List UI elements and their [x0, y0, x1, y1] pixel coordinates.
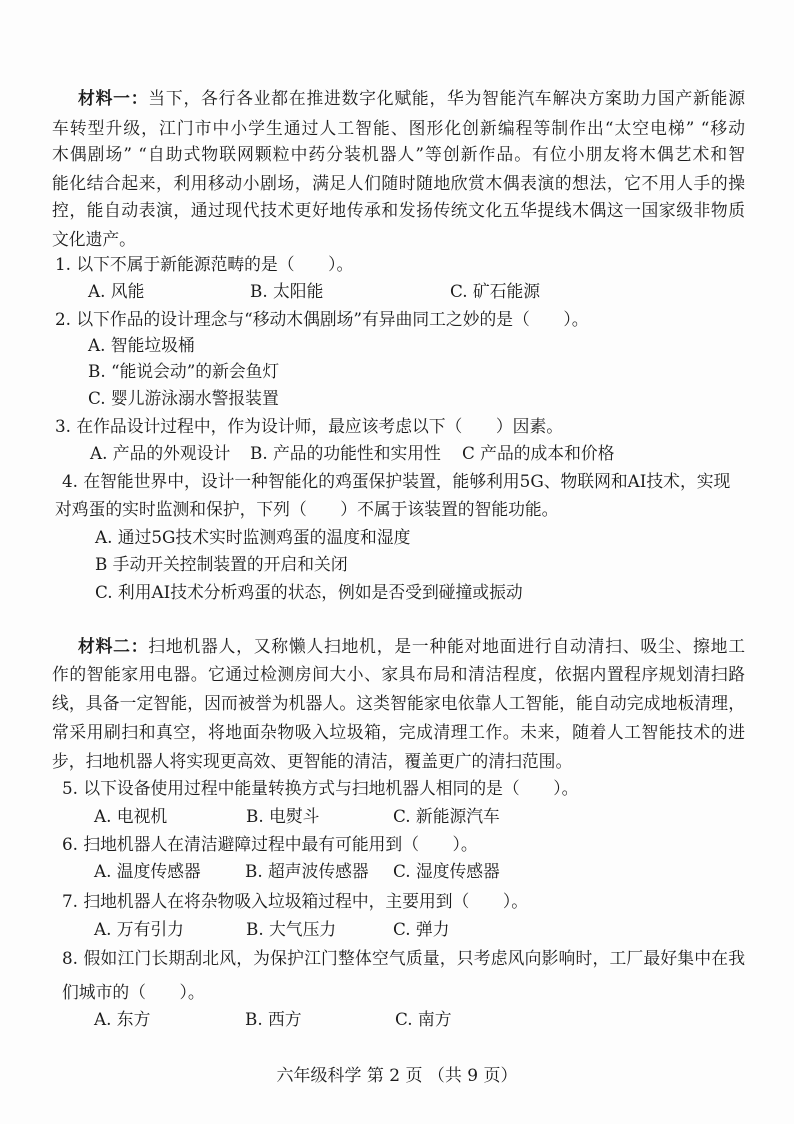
- question-3-option-b: B. 产品的功能性和实用性: [250, 443, 441, 463]
- question-7-option-a: A. 万有引力: [94, 919, 184, 939]
- question-3-option-c: C 产品的成本和价格: [462, 443, 615, 463]
- question-3-stem: 3. 在作品设计过程中，作为设计师，最应该考虑以下（ ）因素。: [55, 416, 564, 436]
- question-2-option-b: B. “能说会动”的新会鱼灯: [88, 361, 280, 381]
- question-1-option-c: C. 矿石能源: [450, 281, 541, 301]
- question-7-option-b: B. 大气压力: [246, 919, 337, 939]
- question-4-stem: 对鸡蛋的实时监测和保护，下列（ ）不属于该装置的智能功能。: [55, 499, 559, 519]
- question-2-option-c: C. 婴儿游泳溺水警报装置: [88, 388, 279, 408]
- question-8-stem: 8. 假如江门长期刮北风，为保护江门整体空气质量，只考虑风向影响时，工厂最好集中在我: [62, 948, 745, 968]
- material-2-text: 扫地机器人，又称懒人扫地机，是一种能对地面进行自动清扫、吸尘、擦地工: [148, 636, 745, 656]
- question-6-option-a: A. 温度传感器: [94, 861, 201, 881]
- question-8-option-a: A. 东方: [94, 1009, 151, 1029]
- question-4-stem: 4. 在智能世界中，设计一种智能化的鸡蛋保护装置，能够利用5G、物联网和AI技术，实现: [62, 471, 731, 491]
- question-2-stem: 2. 以下作品的设计理念与“移动木偶剧场”有异曲同工之妙的是（ ）。: [55, 309, 589, 329]
- material-1-line: [78, 88, 745, 108]
- question-1-option-b: B. 太阳能: [250, 281, 324, 301]
- question-3-option-a: A. 产品的外观设计: [90, 443, 231, 463]
- question-5-option-a: A. 电视机: [94, 806, 168, 826]
- question-2-option-a: A. 智能垃圾桶: [88, 335, 195, 355]
- material-2-label: 材料二：: [78, 636, 149, 656]
- page-footer: 六年级科学 第 2 页 （共 9 页）: [276, 1066, 518, 1086]
- question-6-option-b: B. 超声波传感器: [245, 861, 369, 881]
- material-2-line: 作的智能家用电器。它通过检测房间大小、家具布局和清洁程度，依据内置程序规划清扫路: [52, 664, 745, 684]
- material-2-line: 常采用刷扫和真空，将地面杂物吸入垃圾箱，完成清理工作。未来，随着人工智能技术的进: [52, 722, 745, 742]
- question-7-option-c: C. 弹力: [393, 919, 450, 939]
- question-5-option-c: C. 新能源汽车: [393, 806, 500, 826]
- material-1-label: 材料一：: [78, 88, 149, 108]
- material-2-line: 步，扫地机器人将实现更高效、更智能的清洁，覆盖更广的清扫范围。: [52, 751, 573, 771]
- question-7-stem: 7. 扫地机器人在将杂物吸入垃圾箱过程中，主要用到（ ）。: [62, 891, 529, 911]
- material-1-line: 能化结合起来，利用移动小剧场，满足人们随时随地欣赏木偶表演的想法，它不用人手的操: [52, 173, 745, 193]
- question-4-option-c: C. 利用AI技术分析鸡蛋的状态，例如是否受到碰撞或振动: [95, 582, 523, 602]
- question-4-option-b: B 手动开关控制装置的开启和关闭: [95, 554, 348, 574]
- question-1-stem: 1. 以下不属于新能源范畴的是（ ）。: [55, 254, 354, 274]
- question-4-option-a: A. 通过5G技术实时监测鸡蛋的温度和湿度: [95, 527, 411, 547]
- material-2-line: 线，具备一定智能，因而被誉为机器人。这类智能家电依靠人工智能，能自动完成地板清理，: [52, 693, 745, 713]
- question-8-option-b: B. 西方: [245, 1009, 302, 1029]
- material-1-line: 控，能自动表演，通过现代技术更好地传承和发扬传统文化五华提线木偶这一国家级非物质: [52, 200, 745, 220]
- question-8-stem: 们城市的（ ）。: [62, 982, 205, 1002]
- question-6-option-c: C. 湿度传感器: [393, 861, 500, 881]
- question-8-option-c: C. 南方: [395, 1009, 452, 1029]
- material-2-line: [78, 636, 745, 656]
- material-1-line: 车转型升级，江门市中小学生通过人工智能、图形化创新编程等制作出“太空电梯” “移动: [52, 118, 745, 138]
- question-1-option-a: A. 风能: [88, 281, 145, 301]
- question-5-option-b: B. 电熨斗: [246, 806, 320, 826]
- question-6-stem: 6. 扫地机器人在清洁避障过程中最有可能用到（ ）。: [62, 834, 478, 854]
- question-5-stem: 5. 以下设备使用过程中能量转换方式与扫地机器人相同的是（ ）。: [62, 778, 579, 798]
- material-1-text: 当下，各行各业都在推进数字化赋能，华为智能汽车解决方案助力国产新能源: [148, 88, 745, 108]
- material-1-line: 文化遗产。: [52, 229, 136, 249]
- material-1-line: 木偶剧场” “自助式物联网颗粒中药分装机器人”等创新作品。有位小朋友将木偶艺术和智: [52, 144, 745, 164]
